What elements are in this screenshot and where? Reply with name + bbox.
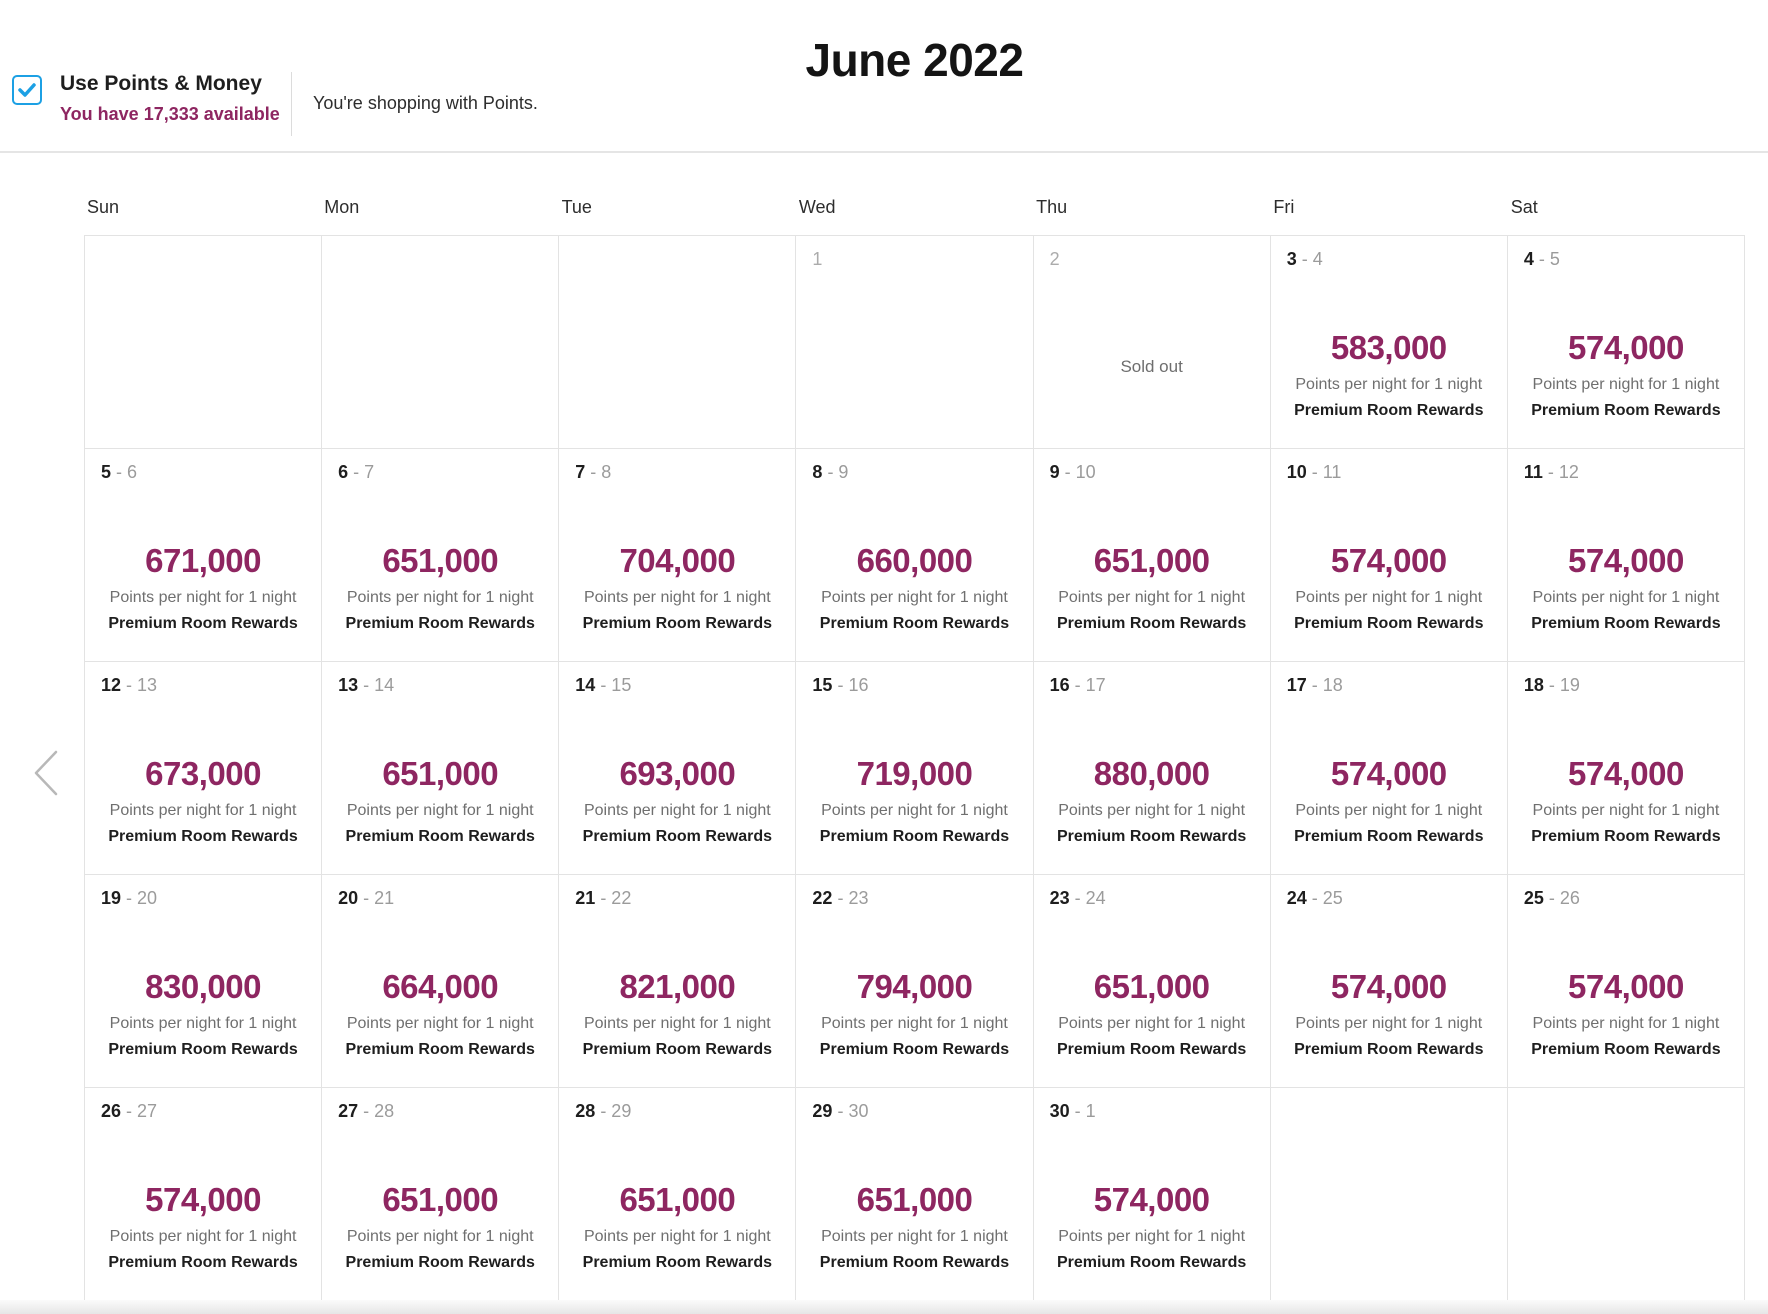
calendar-cell-25-26[interactable] [1508, 875, 1745, 1088]
price-block [338, 970, 542, 1059]
cell-points-caption: Points per night for 1 night [1295, 376, 1483, 393]
cell-dates [338, 462, 542, 484]
calendar-cell-10-11[interactable] [1271, 449, 1508, 662]
calendar-cell-empty [559, 236, 796, 449]
cell-date: 1 [812, 249, 823, 269]
cell-room-label: Premium Room Rewards [1531, 402, 1721, 419]
cell-room-label: Premium Room Rewards [108, 828, 298, 845]
checkin-date: 29 [812, 1101, 833, 1121]
calendar-cell-empty [322, 236, 559, 449]
checkout-date: - 13 [121, 675, 158, 695]
checkout-date: - 9 [822, 462, 849, 482]
cell-room-label: Premium Room Rewards [108, 1041, 298, 1058]
price-block [1524, 970, 1728, 1059]
checkin-date: 27 [338, 1101, 359, 1121]
checkout-date: - 23 [832, 888, 869, 908]
checkout-date: - 26 [1543, 888, 1580, 908]
checkin-date: 9 [1049, 462, 1060, 482]
cell-dates [575, 675, 779, 697]
price-block [812, 1183, 1016, 1272]
price-block [1050, 970, 1254, 1059]
cell-points-value: 574,000 [1330, 968, 1447, 1006]
checkout-date: - 21 [358, 888, 395, 908]
price-block [101, 757, 305, 846]
cell-points-value: 830,000 [145, 968, 261, 1006]
cell-points-value: 651,000 [1093, 968, 1210, 1006]
cell-points-caption: Points per night for 1 night [346, 1015, 534, 1032]
checkin-date: 28 [575, 1101, 596, 1121]
vertical-divider [291, 72, 292, 136]
checkin-date: 8 [812, 462, 823, 482]
cell-points-caption: Points per night for 1 night [821, 1015, 1008, 1032]
calendar-cell-12-13[interactable] [85, 662, 322, 875]
calendar-cell-14-15[interactable] [559, 662, 796, 875]
checkout-date: - 1 [1069, 1101, 1096, 1121]
points-money-toggle [12, 72, 280, 125]
calendar-cell-8-9[interactable] [796, 449, 1033, 662]
calendar-cell-21-22[interactable] [559, 875, 796, 1088]
price-block [101, 1183, 305, 1272]
cell-points-value: 719,000 [856, 755, 973, 793]
cell-dates [1524, 249, 1728, 271]
cell-room-label: Premium Room Rewards [582, 615, 773, 632]
cell-dates [575, 462, 779, 484]
cell-room-label: Premium Room Rewards [819, 828, 1010, 845]
cell-points-caption: Points per night for 1 night [1058, 1228, 1246, 1245]
checkout-date: - 11 [1306, 462, 1342, 482]
cell-points-value: 651,000 [382, 542, 499, 580]
cell-points-caption: Points per night for 1 night [1532, 1015, 1720, 1032]
cell-points-caption: Points per night for 1 night [583, 1228, 771, 1245]
calendar-cell-15-16[interactable] [796, 662, 1033, 875]
price-block [575, 757, 779, 846]
cell-points-value: 664,000 [382, 968, 499, 1006]
checkin-date: 4 [1523, 249, 1534, 269]
cell-dates [338, 888, 542, 910]
calendar-cell-11-12[interactable] [1508, 449, 1745, 662]
cell-date: 2 [1049, 249, 1060, 269]
cell-dates [101, 462, 305, 484]
price-block [1050, 544, 1254, 633]
checkin-date: 11 [1523, 462, 1543, 482]
cell-points-value: 574,000 [1093, 1181, 1210, 1219]
day-header-sun: Sun [87, 197, 120, 217]
calendar-cell-6-7[interactable] [322, 449, 559, 662]
cell-points-caption: Points per night for 1 night [583, 802, 771, 819]
cell-points-value: 574,000 [1330, 755, 1447, 793]
price-block [812, 970, 1016, 1059]
checkout-date: - 18 [1306, 675, 1343, 695]
cell-dates [1050, 1101, 1254, 1123]
cell-points-value: 693,000 [619, 755, 736, 793]
checkin-date: 24 [1286, 888, 1307, 908]
cell-points-caption: Points per night for 1 night [346, 589, 534, 606]
checkin-date: 12 [101, 675, 122, 695]
cell-points-caption: Points per night for 1 night [1058, 802, 1246, 819]
points-money-checkbox[interactable] [12, 75, 42, 105]
price-block [101, 970, 305, 1059]
cell-dates [1287, 888, 1491, 910]
day-header-wed: Wed [798, 197, 836, 217]
cell-points-value: 651,000 [382, 755, 499, 793]
checkout-date: - 17 [1069, 675, 1106, 695]
cell-dates [812, 888, 1016, 910]
checkin-date: 13 [338, 675, 359, 695]
calendar-cell-empty [1508, 1088, 1745, 1301]
calendar-cell-24-25[interactable] [1271, 875, 1508, 1088]
cell-dates [1287, 462, 1491, 484]
cell-room-label: Premium Room Rewards [345, 615, 535, 632]
bottom-fade [0, 1300, 1768, 1314]
checkout-date: - 8 [585, 462, 612, 482]
cell-room-label: Premium Room Rewards [1531, 615, 1721, 632]
cell-points-caption: Points per night for 1 night [1532, 802, 1720, 819]
cell-room-label: Premium Room Rewards [345, 1041, 535, 1058]
calendar-cell-19-20[interactable] [85, 875, 322, 1088]
cell-points-value: 574,000 [1568, 968, 1684, 1006]
calendar-cell-2-sold-out [1034, 236, 1271, 449]
calendar-cell-22-23[interactable] [796, 875, 1033, 1088]
checkin-date: 26 [101, 1101, 122, 1121]
checkout-date: - 7 [348, 462, 375, 482]
price-block [1050, 1183, 1254, 1272]
cell-points-caption: Points per night for 1 night [1295, 1015, 1483, 1032]
price-block [338, 757, 542, 846]
calendar-cell-empty [85, 236, 322, 449]
cell-points-value: 574,000 [1568, 755, 1684, 793]
cell-points-value: 651,000 [619, 1181, 736, 1219]
price-block [1287, 757, 1491, 846]
cell-points-caption: Points per night for 1 night [1058, 589, 1246, 606]
cell-dates [575, 888, 779, 910]
calendar-cell-5-6[interactable] [85, 449, 322, 662]
points-money-label: Use Points & Money [60, 72, 262, 95]
cell-points-value: 574,000 [1568, 542, 1684, 580]
checkin-date: 19 [101, 888, 122, 908]
price-block [1287, 331, 1491, 420]
calendar-cell-18-19[interactable] [1508, 662, 1745, 875]
cell-points-caption: Points per night for 1 night [821, 589, 1008, 606]
day-header-mon: Mon [324, 197, 360, 217]
checkout-date: - 19 [1543, 675, 1580, 695]
cell-points-value: 671,000 [145, 542, 261, 580]
checkout-date: - 14 [358, 675, 395, 695]
calendar-cell-26-27[interactable] [85, 1088, 322, 1301]
price-block [1287, 970, 1491, 1059]
cell-points-value: 651,000 [856, 1181, 973, 1219]
checkout-date: - 15 [595, 675, 632, 695]
calendar-cell-20-21[interactable] [322, 875, 559, 1088]
cell-room-label: Premium Room Rewards [1531, 828, 1721, 845]
checkin-date: 10 [1286, 462, 1307, 482]
checkout-date: - 16 [832, 675, 869, 695]
calendar-cell-13-14[interactable] [322, 662, 559, 875]
cell-room-label: Premium Room Rewards [582, 1254, 773, 1271]
points-available-text: You have 17,333 available [60, 104, 280, 124]
checkin-date: 6 [338, 462, 349, 482]
checkout-date: - 22 [595, 888, 632, 908]
cell-room-label: Premium Room Rewards [1294, 1041, 1484, 1058]
sold-out-label: Sold out [1120, 357, 1183, 377]
calendar-cell-9-10[interactable] [1034, 449, 1271, 662]
cell-dates [101, 888, 305, 910]
cell-points-caption: Points per night for 1 night [583, 1015, 771, 1032]
header-divider [0, 151, 1768, 153]
checkout-date: - 25 [1306, 888, 1343, 908]
checkout-date: - 6 [111, 462, 138, 482]
cell-dates [1287, 675, 1491, 697]
calendar-cell-29-30[interactable] [796, 1088, 1033, 1301]
cell-room-label: Premium Room Rewards [582, 1041, 773, 1058]
calendar-cell-17-18[interactable] [1271, 662, 1508, 875]
cell-points-caption: Points per night for 1 night [1295, 802, 1483, 819]
checkin-date: 16 [1049, 675, 1070, 695]
price-block [812, 544, 1016, 633]
day-of-week-headers [84, 197, 1745, 218]
calendar-cell-16-17[interactable] [1034, 662, 1271, 875]
cell-points-caption: Points per night for 1 night [346, 1228, 534, 1245]
checkin-date: 23 [1049, 888, 1070, 908]
cell-room-label: Premium Room Rewards [819, 1254, 1010, 1271]
cell-points-caption: Points per night for 1 night [1295, 589, 1483, 606]
cell-room-label: Premium Room Rewards [1056, 828, 1247, 845]
cell-points-caption: Points per night for 1 night [1532, 376, 1720, 393]
cell-points-value: 660,000 [856, 542, 973, 580]
price-block [1524, 331, 1728, 420]
cell-room-label: Premium Room Rewards [108, 615, 298, 632]
cell-points-caption: Points per night for 1 night [109, 589, 297, 606]
calendar-cell-1-disabled [796, 236, 1033, 449]
cell-points-caption: Points per night for 1 night [109, 1015, 297, 1032]
cell-points-caption: Points per night for 1 night [1058, 1015, 1246, 1032]
checkout-date: - 10 [1059, 462, 1096, 482]
cell-room-label: Premium Room Rewards [819, 615, 1010, 632]
checkout-date: - 24 [1069, 888, 1106, 908]
cell-points-value: 583,000 [1330, 329, 1447, 367]
price-block [101, 544, 305, 633]
cell-dates [812, 1101, 1016, 1123]
cell-dates [1524, 675, 1728, 697]
cell-room-label: Premium Room Rewards [1294, 828, 1484, 845]
checkin-date: 25 [1523, 888, 1544, 908]
cell-dates [575, 1101, 779, 1123]
checkin-date: 15 [812, 675, 833, 695]
cell-points-caption: Points per night for 1 night [583, 589, 771, 606]
price-block [575, 1183, 779, 1272]
checkin-date: 22 [812, 888, 833, 908]
calendar-cell-empty [1271, 1088, 1508, 1301]
calendar-cell-28-29[interactable] [559, 1088, 796, 1301]
calendar-cell-30-1[interactable] [1034, 1088, 1271, 1301]
cell-room-label: Premium Room Rewards [1531, 1041, 1721, 1058]
cell-points-caption: Points per night for 1 night [1532, 589, 1720, 606]
cell-points-value: 574,000 [1568, 329, 1684, 367]
checkout-date: - 20 [121, 888, 158, 908]
price-block [1524, 544, 1728, 633]
checkout-date: - 28 [358, 1101, 395, 1121]
cell-room-label: Premium Room Rewards [582, 828, 773, 845]
cell-dates [338, 1101, 542, 1123]
cell-room-label: Premium Room Rewards [108, 1254, 298, 1271]
price-block [1287, 544, 1491, 633]
cell-dates [1287, 249, 1491, 271]
checkin-date: 14 [575, 675, 596, 695]
calendar-cell-3-4[interactable] [1271, 236, 1508, 449]
day-header-tue: Tue [561, 197, 592, 217]
cell-dates [338, 675, 542, 697]
day-header-fri: Fri [1273, 197, 1295, 217]
price-block [1524, 757, 1728, 846]
cell-dates [101, 675, 305, 697]
day-header-sat: Sat [1510, 197, 1538, 217]
cell-points-caption: Points per night for 1 night [821, 802, 1008, 819]
price-block [338, 544, 542, 633]
cell-points-value: 880,000 [1093, 755, 1210, 793]
cell-points-value: 794,000 [856, 968, 973, 1006]
checkmark-icon [18, 83, 36, 97]
cell-room-label: Premium Room Rewards [1294, 615, 1484, 632]
checkin-date: 3 [1286, 249, 1297, 269]
cell-room-label: Premium Room Rewards [1056, 1041, 1247, 1058]
checkout-date: - 29 [595, 1101, 632, 1121]
cell-room-label: Premium Room Rewards [819, 1041, 1010, 1058]
cell-dates [812, 462, 1016, 484]
cell-dates [1050, 888, 1254, 910]
checkout-date: - 12 [1542, 462, 1579, 482]
calendar-cell-27-28[interactable] [322, 1088, 559, 1301]
cell-points-value: 651,000 [382, 1181, 499, 1219]
checkin-date: 21 [575, 888, 596, 908]
cell-room-label: Premium Room Rewards [345, 828, 535, 845]
cell-points-value: 821,000 [619, 968, 736, 1006]
cell-points-value: 651,000 [1093, 542, 1210, 580]
cell-dates [812, 675, 1016, 697]
checkin-date: 30 [1049, 1101, 1070, 1121]
cell-points-value: 673,000 [145, 755, 261, 793]
calendar-cell-4-5[interactable] [1508, 236, 1745, 449]
calendar-cell-23-24[interactable] [1034, 875, 1271, 1088]
cell-points-value: 574,000 [145, 1181, 261, 1219]
price-block [575, 544, 779, 633]
cell-room-label: Premium Room Rewards [1056, 1254, 1247, 1271]
calendar-cell-7-8[interactable] [559, 449, 796, 662]
checkout-date: - 30 [832, 1101, 869, 1121]
cell-dates [101, 1101, 305, 1123]
cell-dates [1050, 462, 1254, 484]
checkin-date: 20 [338, 888, 359, 908]
cell-dates [1524, 888, 1728, 910]
cell-dates [1524, 462, 1728, 484]
price-block [575, 970, 779, 1059]
month-title: June 2022 [805, 33, 1024, 86]
calendar-grid [84, 235, 1745, 1301]
cell-points-caption: Points per night for 1 night [821, 1228, 1008, 1245]
checkin-date: 5 [101, 462, 112, 482]
checkout-date: - 4 [1296, 249, 1323, 269]
price-block [338, 1183, 542, 1272]
cell-room-label: Premium Room Rewards [1294, 402, 1484, 419]
checkin-date: 7 [575, 462, 586, 482]
cell-dates [1050, 675, 1254, 697]
price-block [812, 757, 1016, 846]
cell-points-value: 574,000 [1330, 542, 1447, 580]
shopping-status-text: You're shopping with Points. [313, 93, 538, 113]
chevron-left-icon [32, 750, 58, 796]
cell-points-caption: Points per night for 1 night [109, 1228, 297, 1245]
cell-room-label: Premium Room Rewards [345, 1254, 535, 1271]
checkout-date: - 27 [121, 1101, 158, 1121]
checkin-date: 18 [1523, 675, 1544, 695]
checkin-date: 17 [1286, 675, 1307, 695]
checkout-date: - 5 [1533, 249, 1560, 269]
cell-points-caption: Points per night for 1 night [109, 802, 297, 819]
price-block [1050, 757, 1254, 846]
day-header-thu: Thu [1036, 197, 1068, 217]
cell-points-value: 704,000 [619, 542, 736, 580]
prev-month-button[interactable] [30, 748, 60, 800]
cell-room-label: Premium Room Rewards [1056, 615, 1247, 632]
cell-points-caption: Points per night for 1 night [346, 802, 534, 819]
